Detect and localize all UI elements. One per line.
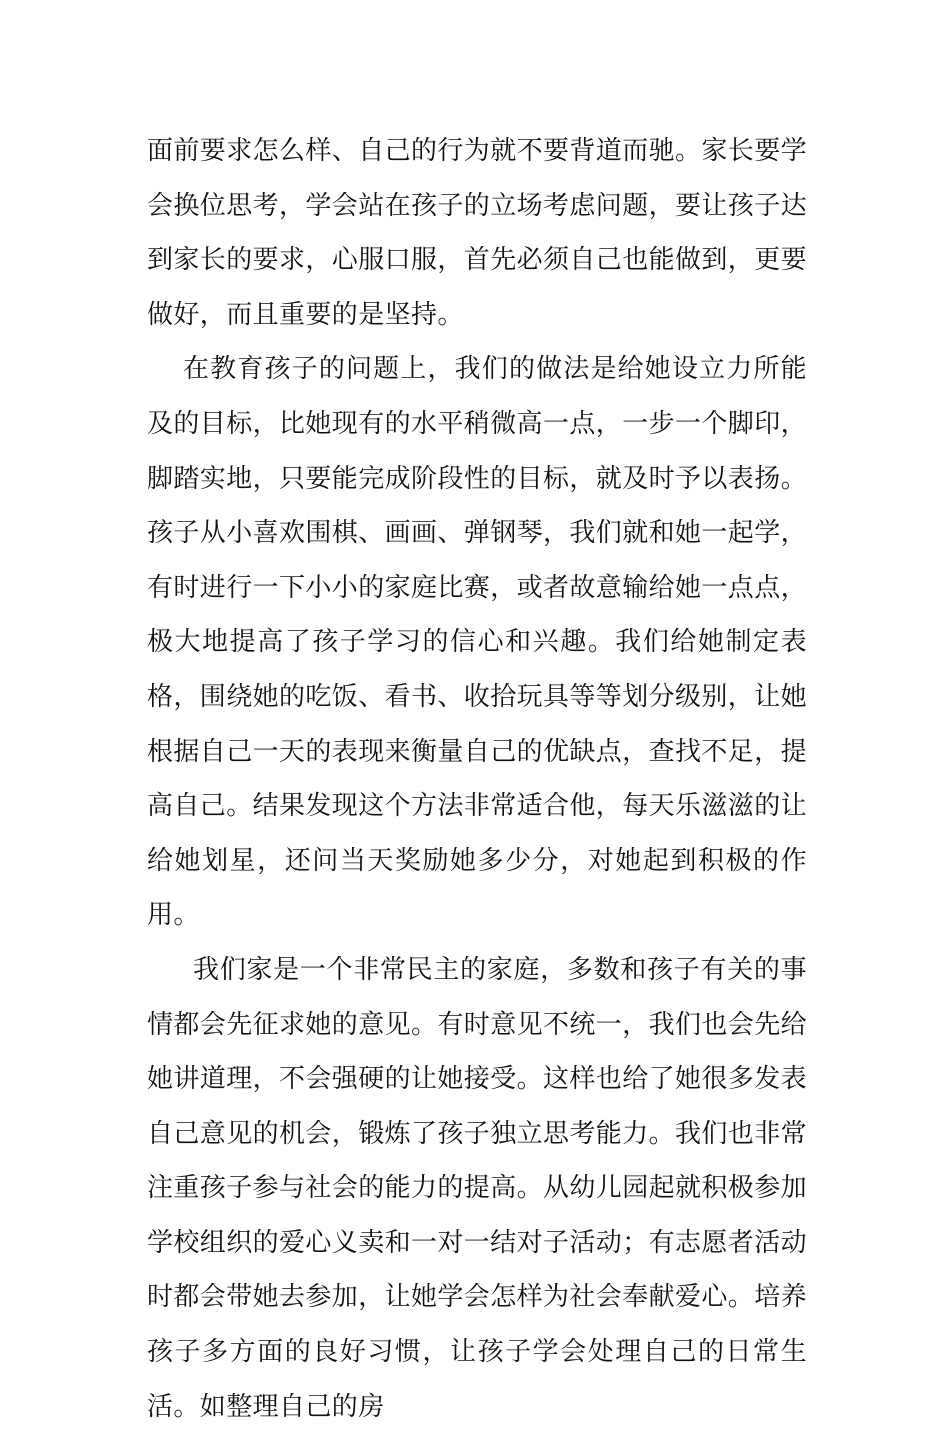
paragraph-3: 我们家是一个非常民主的家庭，多数和孩子有关的事情都会先征求她的意见。有时意见不统一，我们也会先给她讲道理，不会强硬的让她接受。这样也给了她很多发表自己意见的机会，锻炼了孩子独立思考能力。我们也非常注重孩子参与社会的能力的提高。从幼儿园起就积极参加学校组织的爱心义卖和一对一结对子活动；有志愿者活动时都会带她去参加，让她学会怎样为社会奉献爱心。培养孩子多方面的良好习惯，让孩子学会处理自己的日常生活。如整理自己的房 xyxy=(147,954,808,1422)
paragraph-2: 在教育孩子的问题上，我们的做法是给她设立力所能及的目标，比她现有的水平稍微高一点，一步一个脚印，脚踏实地，只要能完成阶段性的目标，就及时予以表扬。孩子从小喜欢围棋、画画、弹钢琴，我们就和她一起学，有时进行一下小小的家庭比赛，或者故意输给她一点点，极大地提高了孩子学习的信心和兴趣。我们给她制定表格，围绕她的吃饭、看书、收拾玩具等等划分级别，让她根据自己一天的表现来衡量自己的优缺点，查找不足，提高自己。结果发现这个方法非常适合他，每天乐滋滋的让给她划星，还问当天奖励她多少分，对她起到积极的作用。 xyxy=(147,354,808,931)
paragraph-1: 面前要求怎么样、自己的行为就不要背道而驰。家长要学会换位思考，学会站在孩子的立场考虑问题，要让孩子达到家长的要求，心服口服，首先必须自己也能做到，更要做好，而且重要的是坚持。 xyxy=(147,136,808,330)
document-body xyxy=(147,124,807,1434)
